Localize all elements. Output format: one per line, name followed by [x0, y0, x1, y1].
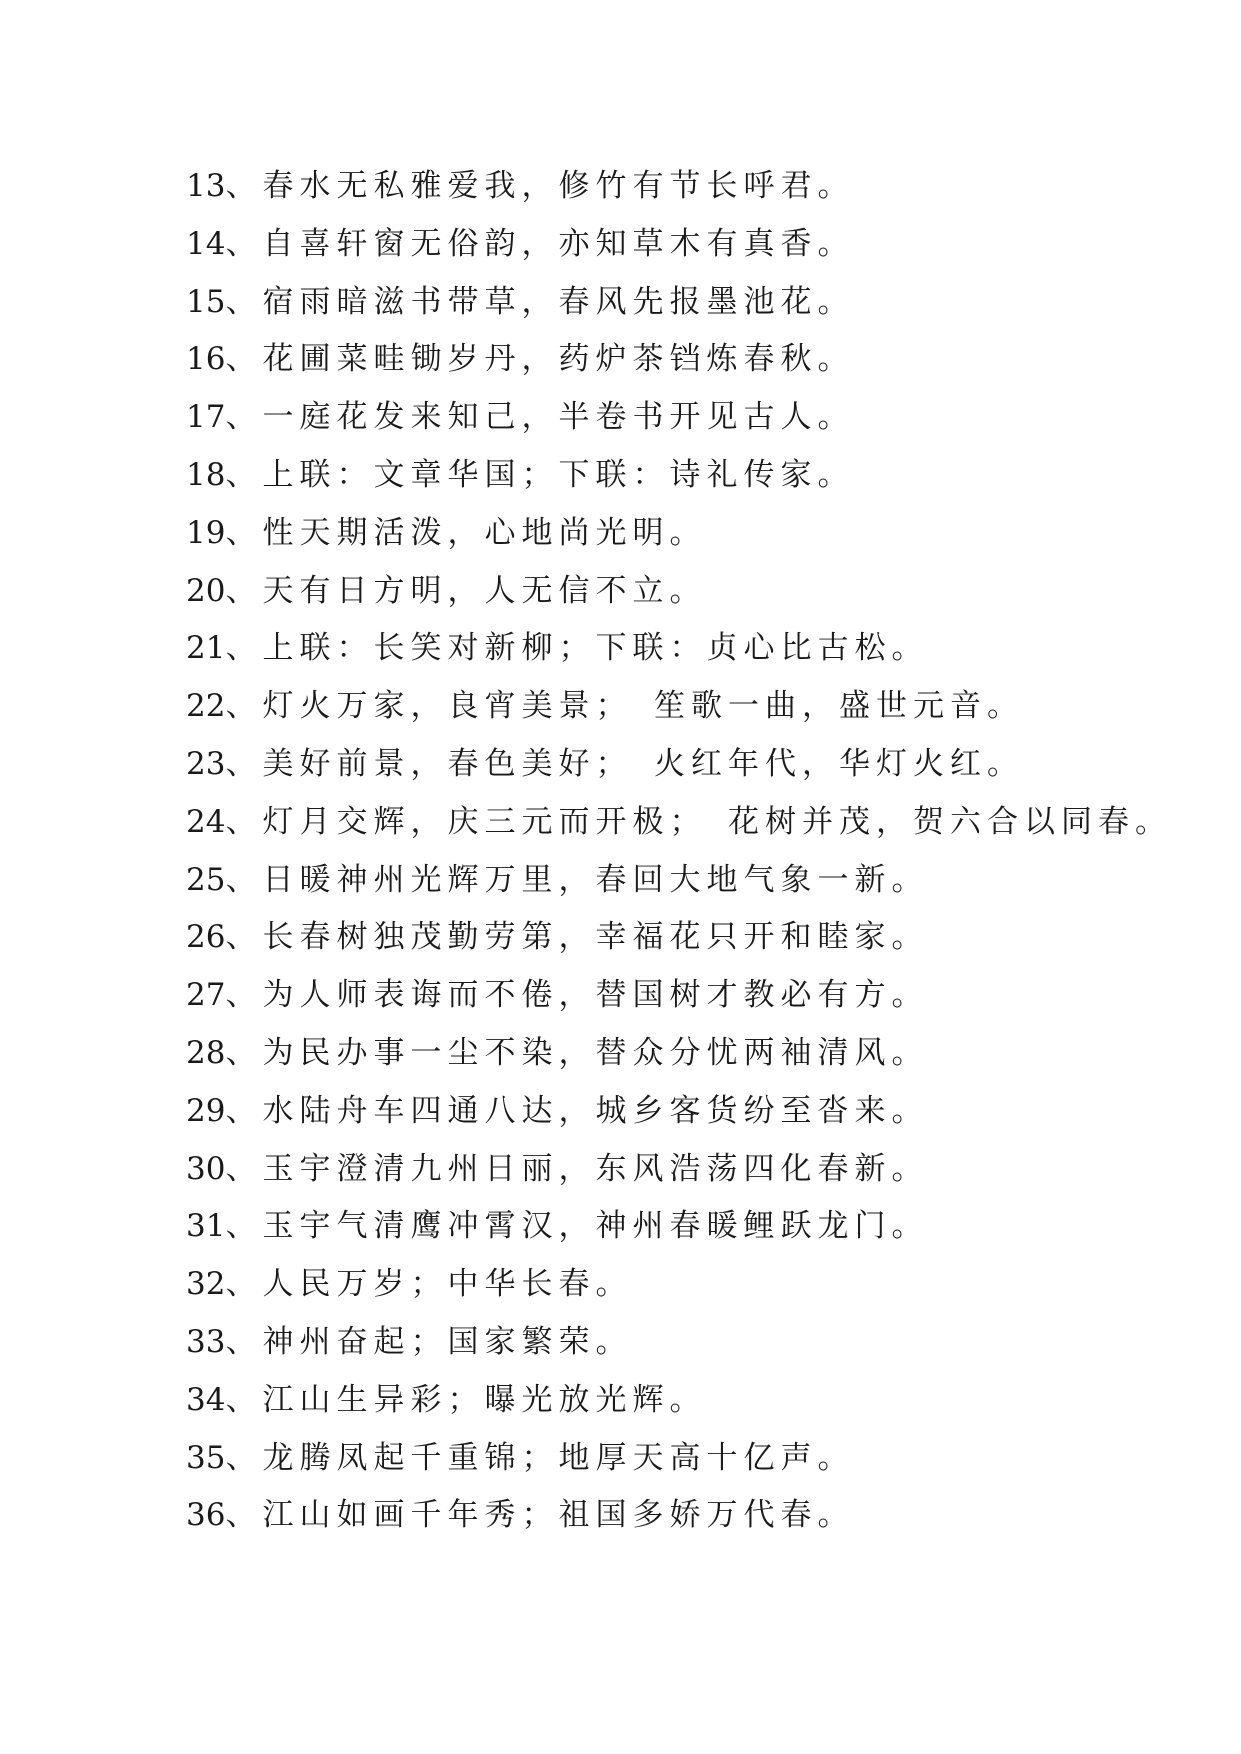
item-number: 33 — [186, 1323, 226, 1360]
list-item — [186, 216, 1172, 274]
item-text: 、玉宇澄清九州日丽，东风浩荡四化春新。 — [225, 1150, 929, 1187]
list-item — [186, 794, 1172, 852]
item-number: 34 — [186, 1381, 226, 1418]
item-text: 、性天期活泼，心地尚光明。 — [225, 514, 707, 551]
item-text: 、美好前景，春色美好； 火红年代，华灯火红。 — [225, 745, 1024, 782]
item-number: 13 — [186, 168, 226, 204]
list-item — [186, 1141, 1172, 1199]
item-number: 31 — [186, 1208, 226, 1245]
item-text: 、江山生异彩；曝光放光辉。 — [225, 1381, 707, 1418]
item-text: 、为人师表诲而不倦，替国树才教必有方。 — [225, 977, 929, 1014]
item-text: 、花圃菜畦锄岁丹，药炉茶铛炼春秋。 — [225, 341, 855, 378]
list-item — [186, 852, 1172, 910]
list-item — [186, 736, 1172, 794]
item-text: 、上联：文章华国；下联：诗礼传家。 — [225, 456, 855, 493]
list-item — [186, 1487, 1172, 1545]
item-number: 28 — [186, 1034, 226, 1071]
item-number: 25 — [186, 861, 226, 898]
item-number: 17 — [186, 399, 226, 436]
list-item — [186, 678, 1172, 736]
item-number: 24 — [186, 803, 226, 840]
couplet-list — [186, 158, 1172, 1545]
list-item — [186, 331, 1172, 389]
item-number: 14 — [186, 225, 226, 262]
item-number: 21 — [186, 630, 226, 667]
item-text: 、长春树独茂勤劳第，幸福花只开和睦家。 — [225, 919, 929, 956]
item-number: 20 — [186, 572, 226, 609]
item-number: 22 — [186, 688, 226, 725]
item-number: 19 — [186, 514, 226, 551]
list-item — [186, 1083, 1172, 1141]
item-text: 、人民万岁；中华长春。 — [225, 1266, 633, 1303]
list-item — [186, 1430, 1172, 1488]
list-item — [186, 620, 1172, 678]
item-text: 、天有日方明，人无信不立。 — [225, 572, 707, 609]
list-item — [186, 1314, 1172, 1372]
list-item — [186, 1025, 1172, 1083]
item-text: 、自喜轩窗无俗韵，亦知草木有真香。 — [225, 225, 855, 262]
item-number: 18 — [186, 456, 226, 493]
list-item — [186, 447, 1172, 505]
item-text: 、日暖神州光辉万里，春回大地气象一新。 — [225, 861, 929, 898]
item-text: 、春水无私雅爱我，修竹有节长呼君。 — [225, 168, 855, 204]
list-item — [186, 909, 1172, 967]
item-text: 、宿雨暗滋书带草，春风先报墨池花。 — [225, 283, 855, 320]
list-item — [186, 1256, 1172, 1314]
item-number: 26 — [186, 919, 226, 956]
item-number: 23 — [186, 745, 226, 782]
list-item — [186, 1372, 1172, 1430]
list-item — [186, 967, 1172, 1025]
list-item — [186, 158, 1172, 216]
item-number: 35 — [186, 1439, 226, 1476]
item-text: 、上联：长笑对新柳；下联：贞心比古松。 — [225, 630, 929, 667]
list-item — [186, 563, 1172, 621]
list-item — [186, 505, 1172, 563]
item-text: 、一庭花发来知己，半卷书开见古人。 — [225, 399, 855, 436]
item-text: 、灯火万家，良宵美景； 笙歌一曲，盛世元音。 — [225, 688, 1024, 725]
item-text: 、为民办事一尘不染，替众分忧两袖清风。 — [225, 1034, 929, 1071]
item-text: 、江山如画千年秀；祖国多娇万代春。 — [225, 1497, 855, 1534]
item-number: 32 — [186, 1266, 226, 1303]
list-item — [186, 274, 1172, 332]
item-text: 、玉宇气清鹰冲霄汉，神州春暖鲤跃龙门。 — [225, 1208, 929, 1245]
item-number: 30 — [186, 1150, 226, 1187]
item-text: 、灯月交辉，庆三元而开极； 花树并茂，贺六合以同春。 — [225, 803, 1172, 840]
item-number: 15 — [186, 283, 226, 320]
item-text: 、龙腾凤起千重锦；地厚天高十亿声。 — [225, 1439, 855, 1476]
item-text: 、神州奋起；国家繁荣。 — [225, 1323, 633, 1360]
list-item — [186, 389, 1172, 447]
list-item — [186, 1198, 1172, 1256]
item-number: 29 — [186, 1092, 226, 1129]
item-number: 36 — [186, 1497, 226, 1534]
item-text: 、水陆舟车四通八达，城乡客货纷至沓来。 — [225, 1092, 929, 1129]
item-number: 27 — [186, 977, 226, 1014]
item-number: 16 — [186, 341, 226, 378]
